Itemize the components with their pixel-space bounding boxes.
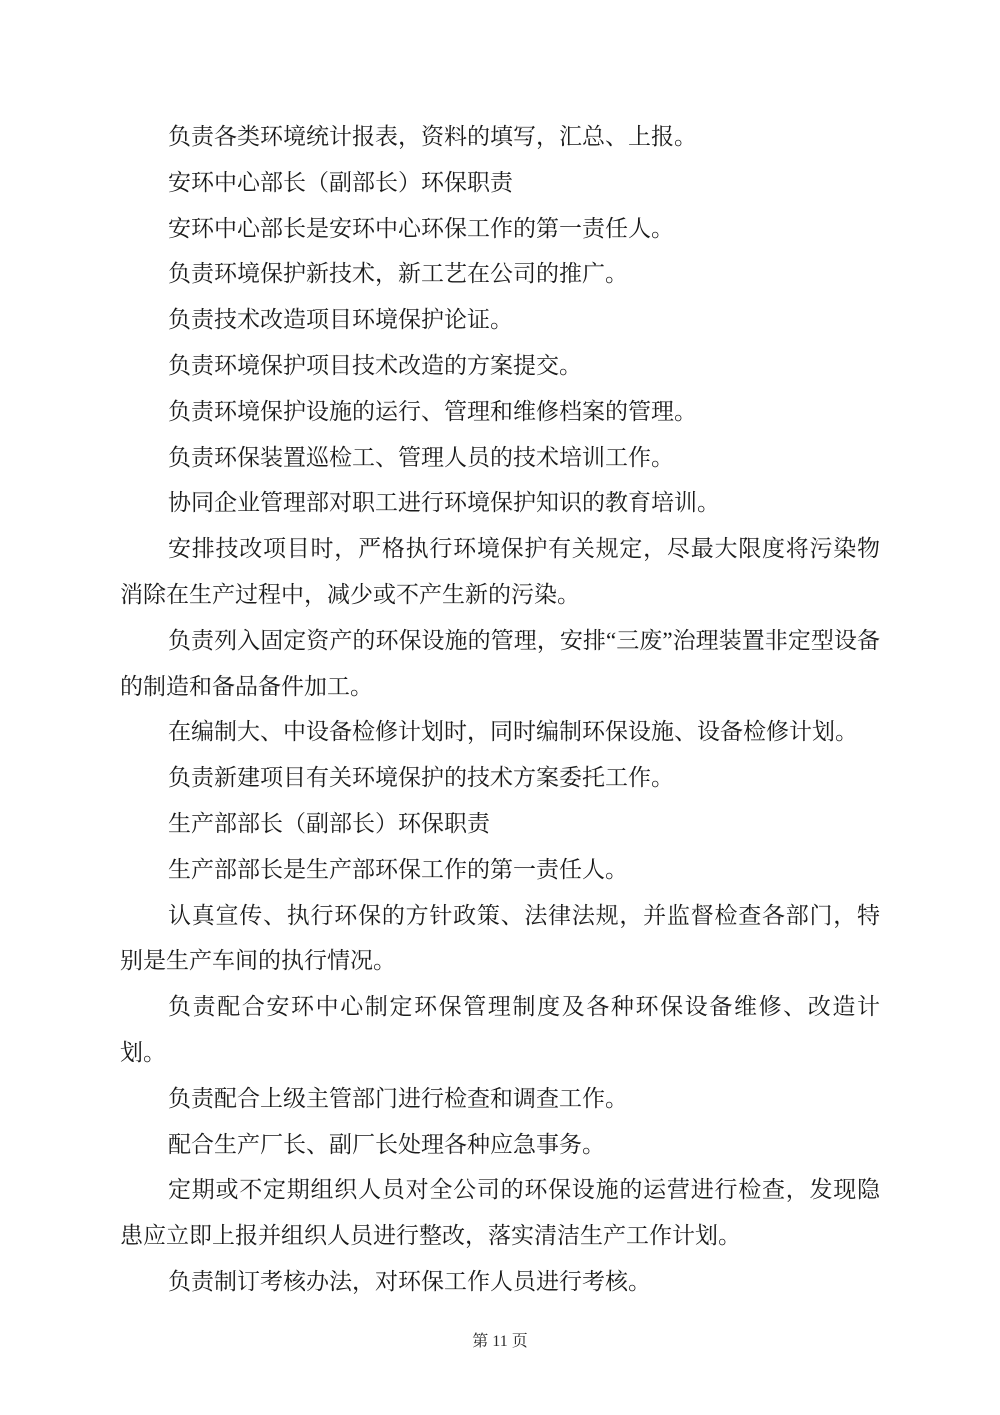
paragraph: 负责配合安环中心制定环保管理制度及各种环保设备维修、改造计划。 xyxy=(120,994,880,1065)
paragraph: 负责环保装置巡检工、管理人员的技术培训工作。 xyxy=(168,444,674,470)
paragraph: 负责配合上级主管部门进行检查和调查工作。 xyxy=(168,1085,628,1111)
paragraph: 负责列入固定资产的环保设施的管理，安排“三废”治理装置非定型设备的制造和备品备件加工。 xyxy=(120,627,880,699)
paragraph: 配合生产厂长、副厂长处理各种应急事务。 xyxy=(168,1131,605,1157)
paragraph: 安排技改项目时，严格执行环境保护有关规定，尽最大限度将污染物消除在生产过程中，减少或不产生新的污染。 xyxy=(120,536,880,607)
section-heading-production-dept-director: 生产部部长（副部长）环保职责 xyxy=(168,810,490,836)
section-heading-anhuan-center-director: 安环中心部长（副部长）环保职责 xyxy=(168,169,513,195)
document-body xyxy=(120,114,880,1305)
paragraph: 负责各类环境统计报表，资料的填写，汇总、上报。 xyxy=(168,124,697,149)
paragraph: 认真宣传、执行环保的方针政策、法律法规，并监督检查各部门，特别是生产车间的执行情况。 xyxy=(120,902,880,974)
page-number: 第 11 页 xyxy=(472,1333,528,1350)
paragraph: 负责环境保护项目技术改造的方案提交。 xyxy=(168,352,582,378)
paragraph: 负责新建项目有关环境保护的技术方案委托工作。 xyxy=(168,765,674,791)
paragraph: 定期或不定期组织人员对全公司的环保设施的运营进行检查，发现隐患应立即上报并组织人员进行整改，落实清洁生产工作计划。 xyxy=(120,1177,880,1249)
paragraph: 负责技术改造项目环境保护论证。 xyxy=(168,307,513,333)
paragraph: 协同企业管理部对职工进行环境保护知识的教育培训。 xyxy=(168,490,720,516)
paragraph: 生产部部长是生产部环保工作的第一责任人。 xyxy=(168,856,628,882)
paragraph: 负责环境保护新技术，新工艺在公司的推广。 xyxy=(168,261,628,287)
paragraph: 负责环境保护设施的运行、管理和维修档案的管理。 xyxy=(168,398,697,424)
paragraph: 在编制大、中设备检修计划时，同时编制环保设施、设备检修计划。 xyxy=(168,719,858,745)
paragraph: 负责制订考核办法，对环保工作人员进行考核。 xyxy=(168,1268,651,1294)
page-footer xyxy=(0,1331,1000,1353)
paragraph: 安环中心部长是安环中心环保工作的第一责任人。 xyxy=(168,215,674,241)
